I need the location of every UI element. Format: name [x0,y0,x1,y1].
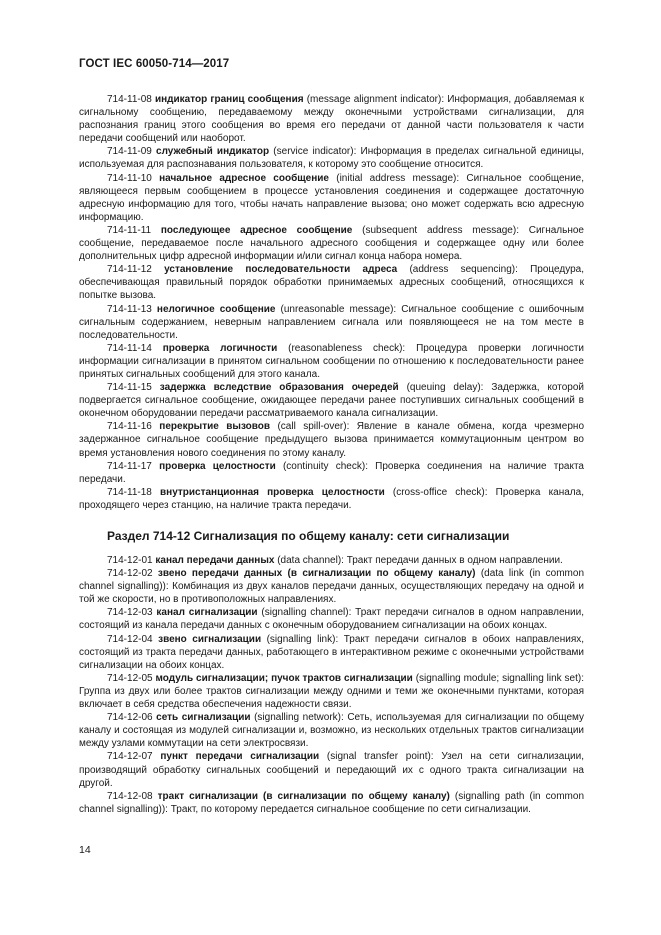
term-definition: (signal transfer point): Узел на сети сигнализации, производящий обработку сигнальных сообщений и передающий их с одного тракта сигнализации на другой. [79,751,584,789]
term-definition: (unreasonable message): Сигнальное сообщение с ошибочным сигнальным содержанием, неверным направлением сигнала или появляющееся не на том месте в последовательности. [79,303,584,341]
term-name: внутристанционная проверка целостности [160,486,385,498]
term-name: начальное адресное сообщение [159,172,329,184]
term-number: 714-12-05 [107,672,153,684]
term-number: 714-12-01 [107,555,153,566]
term-number: 714-12-06 [107,712,153,724]
term-number: 714-11-09 [107,146,152,158]
term-number: 714-11-12 [107,264,152,276]
term-entry [79,486,584,512]
term-name: звено передачи данных (в сигнализации по общему каналу) [157,568,476,580]
term-entry [79,672,584,711]
page-number: 14 [79,844,91,856]
term-entry [79,554,584,567]
term-definition: (message alignment indicator): Информация, добавляемая к сигнальному сообщению, передаваемому между оконечными устройствами сигнализации, для распознания границ этого сообщения во время его передачи от данной части пользователя к части передачи сообщений или наоборот. [79,94,585,145]
term-name: проверка целостности [159,460,276,472]
term-entry [79,263,584,302]
term-number: 714-12-08 [107,790,153,802]
term-number: 714-12-03 [107,607,153,619]
term-name: проверка логичности [162,342,278,354]
term-number: 714-11-14 [107,342,152,354]
term-definition: (call spill-over): Явление в канале обмена, когда чрезмерно задержанное сигнальное сообщение предыдущего вызова принимается коммутационным центром во время установления нового соединения по этому каналу. [79,421,585,459]
term-number: 714-12-07 [107,751,153,763]
term-definition: (cross-office check): Проверка канала, проходящего через станцию, на наличие тракта передачи. [79,486,584,511]
section-title: Раздел 714-12 Сигнализация по общему каналу: сети сигнализации [107,529,510,543]
document-header: ГОСТ IEC 60050-714—2017 [79,58,230,70]
term-name: пункт передачи сигнализации [160,751,320,763]
term-name: индикатор границ сообщения [154,94,304,105]
document-body [79,93,584,816]
term-number: 714-11-13 [107,303,152,315]
term-name: задержка вследствие образования очередей [159,382,399,394]
term-entry [79,606,584,632]
term-entry [79,790,584,816]
term-entry [79,342,584,381]
term-name: звено сигнализации [158,633,262,645]
term-name: канал сигнализации [156,607,258,619]
term-entry [79,145,584,171]
term-name: модуль сигнализации; пучок трактов сигнализации [155,672,413,684]
term-name: установление последовательности адреса [164,264,398,276]
term-number: 714-11-16 [107,421,152,433]
term-name: нелогичное сообщение [156,303,276,315]
term-definition: (service indicator): Информация в пределах сигнальной единицы, используемая для распознавания пользователя, к которому это сообщение относится. [79,146,584,171]
term-definition: (data link (in common channel signalling)): Комбинация из двух каналов передачи данных, осуществляющих передачу на одной и той же скорости, но в противоположных направлениях. [79,568,585,606]
term-number: 714-11-11 [107,224,152,236]
term-number: 714-11-18 [107,486,152,498]
term-definition: (signalling path (in common channel signalling)): Тракт, по которому передается сигнальное сообщение по сети сигнализации. [79,790,585,815]
term-number: 714-11-08 [107,94,152,105]
term-entry [79,172,584,224]
term-definition: (signalling link): Тракт передачи сигналов в обоих направлениях, состоящий из тракта передачи данных, работающего в интерактивном режиме с оконечными устройствами сигнализации на обоих концах. [79,633,585,671]
term-entry [79,381,584,420]
term-name: канал передачи данных [155,555,275,566]
term-definition: (initial address message): Сигнальное сообщение, являющееся первым сообщением в процессе установления соединения и содержащее достаточную адресную информацию для того, чтобы начать направление вызова; оно может содержать всю адресную информацию. [79,172,584,223]
terms-list-714-11 [79,93,584,512]
term-entry [79,460,584,486]
term-number: 714-12-02 [107,568,153,580]
term-entry [79,633,584,672]
term-definition: (reasonableness check): Процедура проверки логичности информации сигнализации в принятом сигнальном сообщении по отношению к последовательности ранее принятых сигнальных сообщений для этого канала. [79,342,585,380]
term-definition: (signalling channel): Тракт передачи сигналов в одном направлении, состоящий из канала передачи данных с оконечным оборудованием сигнализации на обоих концах. [79,607,585,632]
term-name: последующее адресное сообщение [160,224,353,236]
term-definition: (address sequencing): Процедура, обеспечивающая правильный порядок обработки принимаемых адресных сообщений, относящихся к попытке вызова. [79,264,584,302]
term-number: 714-11-17 [107,460,152,472]
term-name: служебный индикатор [156,146,270,158]
term-number: 714-12-04 [107,633,153,645]
term-entry [79,303,584,342]
term-number: 714-11-10 [107,172,152,184]
term-entry [79,93,584,145]
term-definition: (continuity check): Проверка соединения на наличие тракта передачи. [79,460,584,485]
term-definition: (data channel): Тракт передачи данных в одном направлении. [274,555,563,566]
term-entry [79,750,584,789]
term-definition: (queuing delay): Задержка, которой подвергается сигнальное сообщение, ожидающее передачи ранее поступивших сигнальных сообщений в оконечном оборудовании передачи рассматриваемого канала сигнализации. [79,382,585,420]
term-entry [79,567,584,606]
term-name: тракт сигнализации (в сигнализации по общему каналу) [157,790,450,802]
term-entry [79,711,584,750]
term-name: перекрытие вызовов [159,421,271,433]
terms-list-714-12 [79,554,584,816]
term-name: сеть сигнализации [156,712,251,724]
term-entry [79,224,584,263]
term-definition: (subsequent address message): Сигнальное сообщение, передаваемое после начального адресного сообщения и содержащее одну или более дополнительных цифр адресной информации и/или сигнал конца набора номера. [79,224,584,263]
term-definition: (signalling network): Сеть, используемая для сигнализации по общему каналу и состоящая из модулей сигнализации и, возможно, из нескольких отдельных трактов сигнализации между узлами коммутации на сети электросвязи. [79,712,585,750]
term-definition: (signalling module; signalling link set): Группа из двух или более трактов сигнализации между одними и теми же оконечными пунктами, которая включает в себя средства обеспечения надежности связи. [79,672,585,711]
term-entry [79,420,584,459]
term-number: 714-11-15 [107,382,152,394]
